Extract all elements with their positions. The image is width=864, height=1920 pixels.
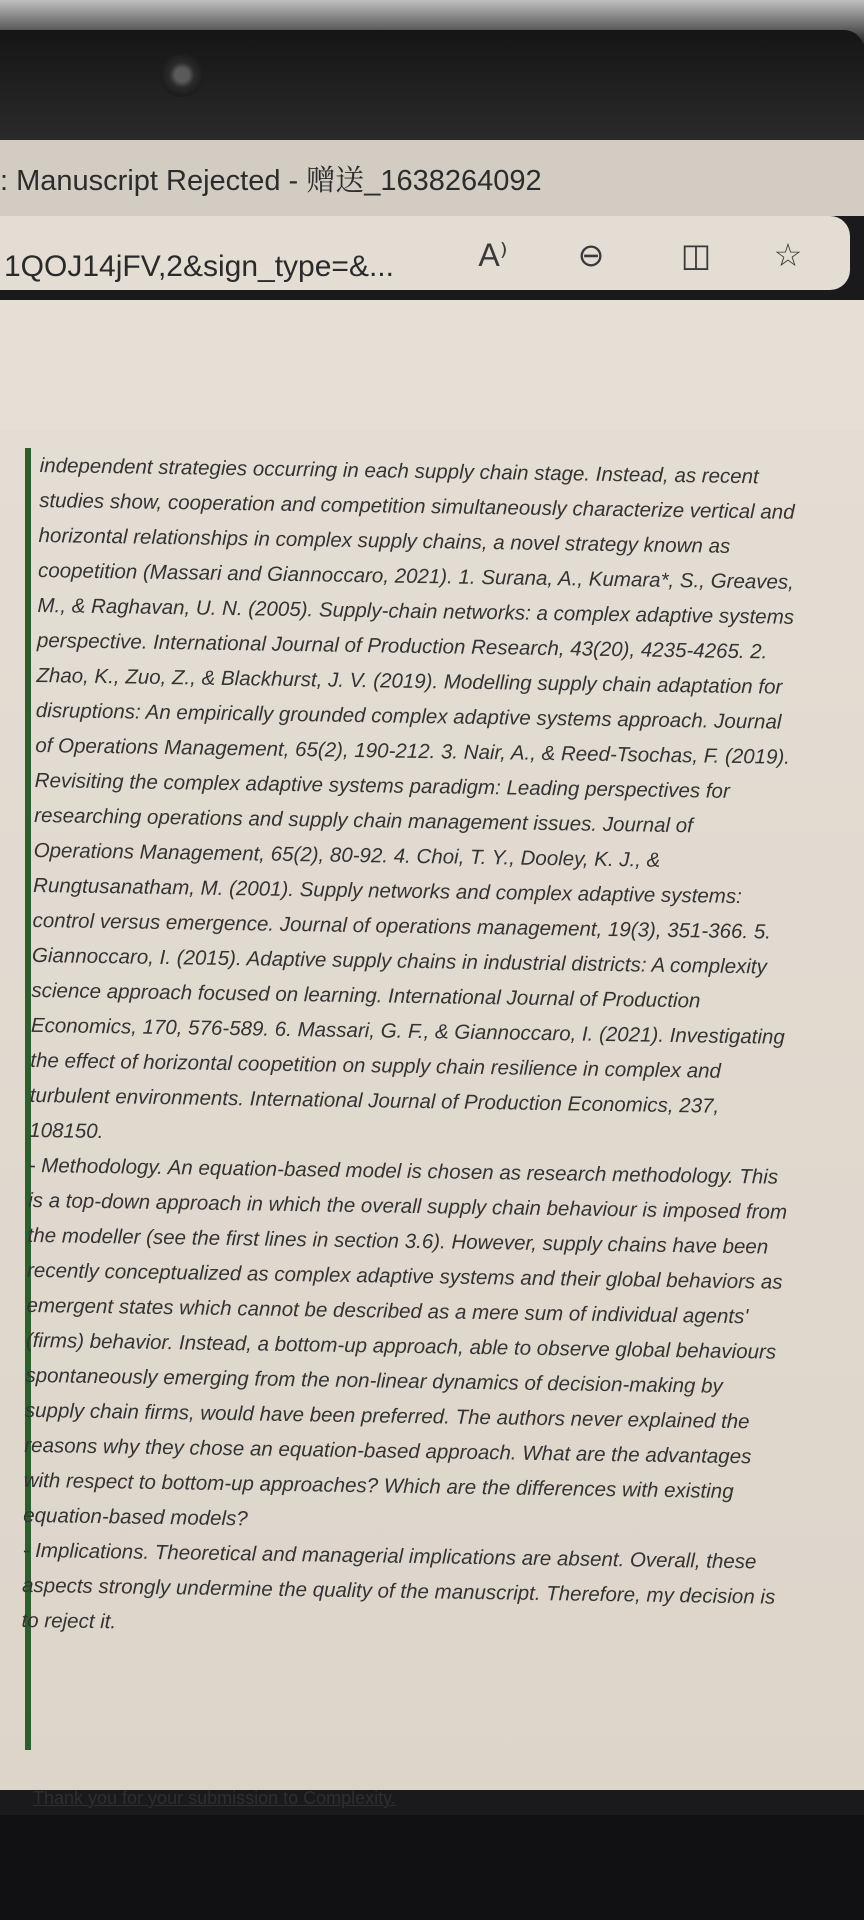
closing-line: Thank you for your submission to Complexity. bbox=[33, 1788, 396, 1808]
webcam bbox=[160, 53, 204, 97]
monitor-bezel-bottom bbox=[0, 1815, 864, 1920]
read-aloud-icon[interactable]: A⁾ bbox=[478, 237, 508, 273]
laptop-frame bbox=[0, 30, 864, 140]
tab-title[interactable]: : Manuscript Rejected - 赠送_1638264092 bbox=[0, 165, 542, 197]
paragraph-references: independent strategies occurring in each supply chain stage. Instead, as recent studies show, cooperation and competition simultaneously characterize vertical and horizontal relationships in complex supply chains, a novel strategy known as coopetition (Massari and Giannoccaro, 2021). 1. Surana, A., Kumara*, S., Greaves, M., & Raghavan, U. N. (2005). Supply-chain networks: a complex adaptive systems perspective. International Journal of Production Research, 43(20), 4235-4265. 2. Zhao, K., Zuo, Z., & Blackhurst, J. V. (2019). Modelling supply chain adaptation for disruptions: An empirically grounded complex adaptive systems approach. Journal of Operations Management, 65(2), 190-212. 3. Nair, A., & Reed-Tsochas, F. (2019). Revisiting the complex adaptive systems paradigm: Leading perspectives for researching operations and supply chain management issues. Journal of Operations Management, 65(2), 80-92. 4. Choi, T. Y., Dooley, K. J., & Rungtusanatham, M. (2001). Supply networks and complex adaptive systems: control versus emergence. Journal of operations management, 19(3), 351-366. 5. Giannoccaro, I. (2015). Adaptive supply chains in industrial districts: A complexity science approach focused on learning. International Journal of Production Economics, 170, 576-589. 6. Massari, G. F., & Giannoccaro, I. (2021). Investigating the effect of horizontal coopetition on supply chain resilience in complex and turbulent environments. International Journal of Production Economics, 237, 108150. bbox=[29, 453, 795, 1144]
favorite-star-icon[interactable]: ☆ bbox=[773, 237, 803, 273]
review-text bbox=[21, 448, 800, 1650]
split-screen-icon[interactable]: ◫ bbox=[680, 237, 712, 273]
paragraph-implications: - Implications. Theoretical and managerial implications are absent. Overall, these aspects strongly undermine the quality of the manuscript. Therefore, my decision is to reject it. bbox=[21, 1538, 776, 1634]
url-text[interactable]: 1QOJ14jFV,2&sign_type=&... bbox=[4, 250, 394, 283]
paragraph-methodology: - Methodology. An equation-based model is chosen as research methodology. This is a top-down approach in which the overall supply chain behaviour is imposed from the modeller (see the first lines in section 3.6). However, supply chains have been recently conceptualized as complex adaptive systems and their global behaviors as emergent states which cannot be described as a mere sum of individual agents' (firms) behavior. Instead, a bottom-up approach, able to observe global behaviours spontaneously emerging from the non-linear dynamics of decision-making by supply chain firms, would have been preferred. The authors never explained the reasons why they chose an equation-based approach. What are the advantages with respect to bottom-up approaches? Which are the differences with existing equation-based models? bbox=[23, 1153, 788, 1531]
zoom-icon[interactable]: ⊖ bbox=[577, 237, 605, 273]
page-viewer-toolbar bbox=[0, 300, 864, 433]
